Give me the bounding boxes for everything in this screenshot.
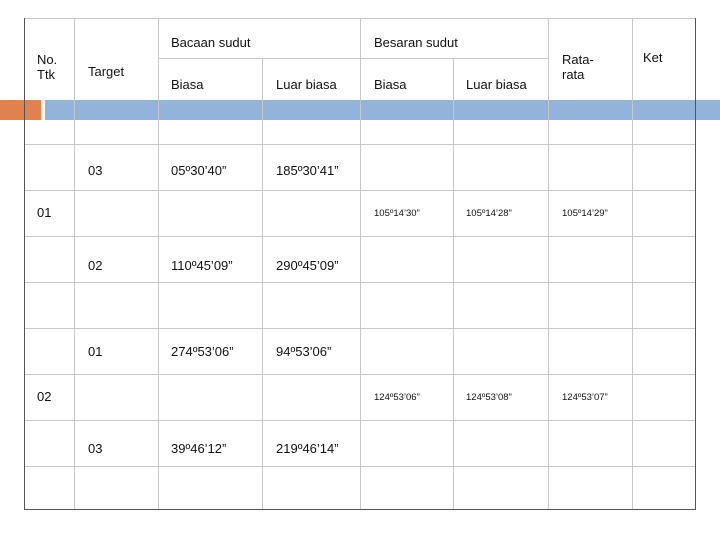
reading-biasa: 39º46’12” <box>171 441 227 456</box>
besaran-biasa: 105º14’30” <box>374 208 420 219</box>
station-no: 02 <box>37 389 52 404</box>
reading-biasa: 274º53’06” <box>171 344 234 359</box>
rata-rata-value: 105º14’29” <box>562 208 608 219</box>
reading-target: 03 <box>88 163 103 178</box>
besaran-luar-biasa: 124º53’08” <box>466 392 512 403</box>
besaran-luar-biasa: 105º14’28” <box>466 208 512 219</box>
besaran-biasa: 124º53’06” <box>374 392 420 403</box>
reading-biasa: 05º30’40” <box>171 163 227 178</box>
header-biasa-bacaan: Biasa <box>171 77 204 92</box>
header-rata-rata: Rata-rata <box>562 52 594 82</box>
header-besaran-sudut: Besaran sudut <box>374 35 458 50</box>
reading-biasa: 110º45’09” <box>171 258 233 273</box>
reading-luar-biasa: 290º45’09” <box>276 258 339 273</box>
header-ket: Ket <box>643 50 663 65</box>
reading-luar-biasa: 94º53’06” <box>276 344 332 359</box>
station-no: 01 <box>37 205 52 220</box>
header-luar-biasa-bacaan: Luar biasa <box>276 77 337 92</box>
header-luar-biasa-besaran: Luar biasa <box>466 77 527 92</box>
reading-luar-biasa: 219º46’14” <box>276 441 339 456</box>
reading-luar-biasa: 185º30’41” <box>276 163 339 178</box>
header-target: Target <box>88 64 125 79</box>
reading-target: 01 <box>88 344 103 359</box>
header-biasa-besaran: Biasa <box>374 77 407 92</box>
reading-target: 03 <box>88 441 103 456</box>
header-bacaan-sudut: Bacaan sudut <box>171 35 251 50</box>
header-no-ttk: No. Ttk <box>37 52 58 82</box>
rata-rata-value: 124º53’07” <box>562 392 608 403</box>
reading-target: 02 <box>88 258 103 273</box>
